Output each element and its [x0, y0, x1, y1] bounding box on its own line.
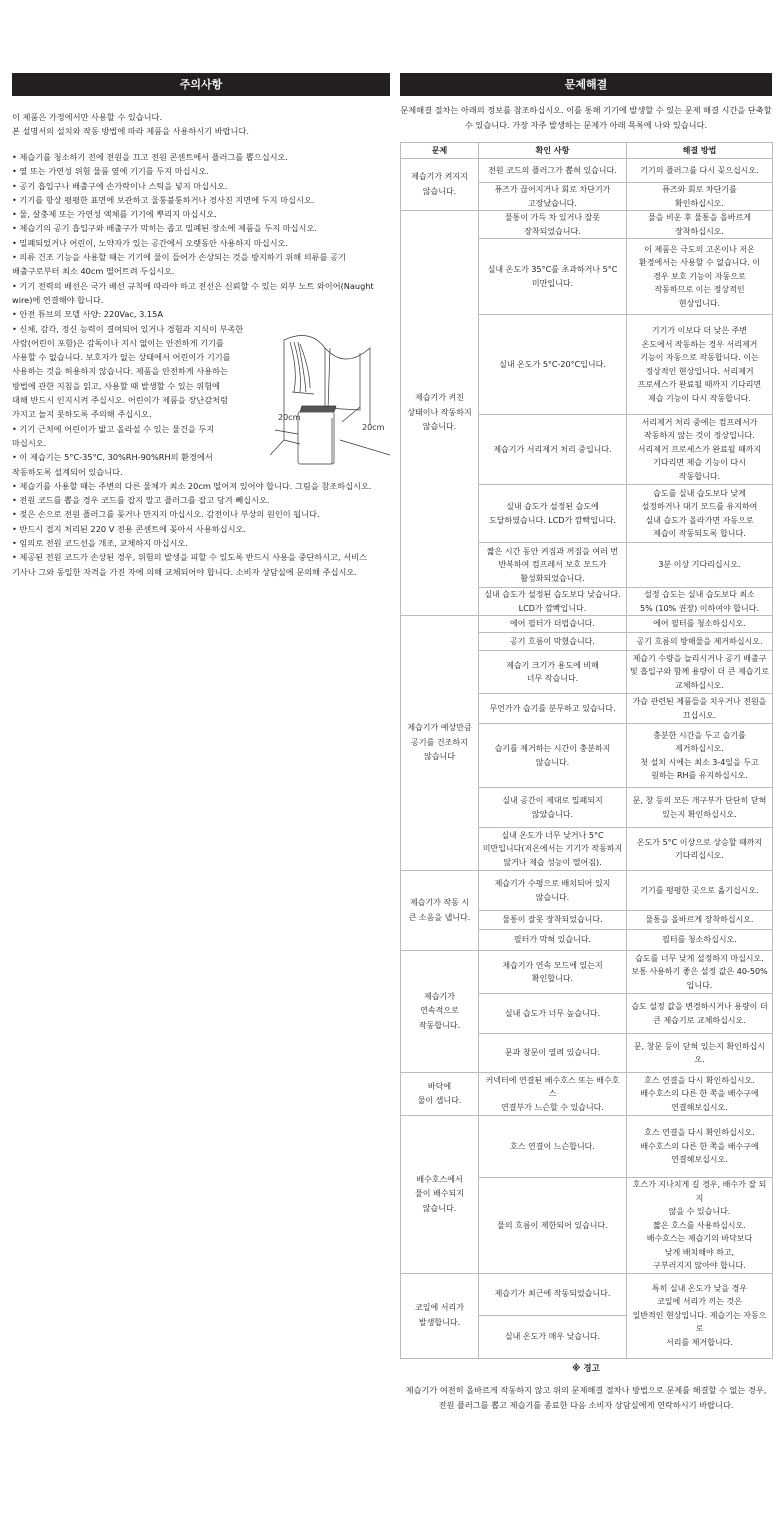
table-row	[401, 871, 773, 911]
table-row	[401, 1116, 773, 1178]
solution-cell: 호스가 지나치게 길 경우, 배수가 잘 되지 않을 수 있습니다. 짧은 호스를 사용하십시오. 배수호스는 제습기의 바닥보다 낮게 배치해야 하고, 구부러지지 않아야 합니다.	[627, 1178, 773, 1274]
table-header-row	[401, 143, 773, 159]
check-cell: 물의 흐름이 제한되어 있습니다.	[479, 1178, 627, 1274]
header-check: 확인 사항	[479, 143, 627, 159]
check-cell: 실내 습도가 설정된 습도에 도달하였습니다. LCD가 깜빡입니다.	[479, 485, 627, 543]
solution-cell: 가습 관련된 제품들을 치우거나 전원을 끄십시오.	[627, 694, 773, 724]
check-cell: 무언가가 습기를 분무하고 있습니다.	[479, 694, 627, 724]
solution-cell: 습도를 너무 낮게 설정하지 마십시오. 보통 사용하기 좋은 설정 값은 40-50% 입니다.	[627, 951, 773, 994]
caution-item: • 신체, 감각, 정신 능력이 결여되어 있거나 경험과 지식이 부족한 사람(어린이 포함)은 감독이나 지시 없이는 안전하게 기기를 사용할 수 없습니다. 보호자가 없는 상태에서 어린이가 기기를 사용하는 것을 허용하지 않습니다. 제품을 안전하게 사용하는 방법에 관한 지침을 읽고, 사용할 때 발생할 수 있는 위험에 대해 반드시 인지시켜 주십시오. 어린이가 제품을 장난감처럼 가지고 놀지 못하도록 주의해 주십시오.	[12, 323, 244, 420]
check-cell: 제습기가 최근에 작동되었습니다.	[479, 1273, 627, 1315]
solution-cell: 공기 흐름의 방해물을 제거하십시오.	[627, 633, 773, 651]
solution-cell: 필터를 청소하십시오.	[627, 930, 773, 951]
solution-cell: 습도 설정 값을 변경하시거나 용량이 더 큰 제습기로 교체하십시오.	[627, 994, 773, 1034]
problem-cell: 코일에 서리가 발생합니다.	[401, 1273, 479, 1358]
solution-cell: 퓨즈와 회로 차단기를 확인하십시오.	[627, 183, 773, 211]
check-cell: 퓨즈가 끊어지거나 회로 차단기가 고장났습니다.	[479, 183, 627, 211]
problem-cell: 제습기가 작동 시 큰 소음을 냅니다.	[401, 871, 479, 951]
caution-item: • 기기 근처에 어린이가 밟고 올라설 수 있는 물건을 두지 마십시오.	[12, 423, 215, 448]
caution-item: • 안전 튜브의 모델 사양: 220Vac, 3.15A	[12, 309, 163, 320]
solution-cell: 3분 이상 기다리십시오.	[627, 543, 773, 588]
table-row	[401, 1073, 773, 1116]
solution-cell: 에어 필터를 청소하십시오.	[627, 616, 773, 633]
troubleshooting-table	[400, 142, 773, 1359]
caution-item: • 밀폐되었거나 어린이, 노약자가 있는 공간에서 오랫동안 사용하지 마십시오.	[12, 237, 289, 248]
check-cell: 실내 온도가 5°C-20°C입니다.	[479, 315, 627, 415]
caution-intro: 이 제품은 가정에서만 사용할 수 있습니다. 본 설명서의 설치와 작동 방법에 따라 제품을 사용하시기 바랍니다.	[12, 112, 249, 137]
warning-body: 제습기가 여전히 올바르게 작동하지 않고 위의 문제해결 절차나 방법으로 문제를 해결할 수 없는 경우, 전원 플러그를 뽑고 제습기를 종료한 다음 소비자 상담실에게 연락하시기 바랍니다.	[405, 1385, 767, 1410]
check-cell: 물통이 잘못 장착되었습니다.	[479, 911, 627, 930]
curtain-icon	[290, 342, 310, 392]
header-solution: 해결 방법	[627, 143, 773, 159]
caution-title: 주의사항	[12, 73, 390, 96]
solution-cell: 서리제거 처리 중에는 컴프레서가 작동하지 않는 것이 정상입니다. 서리제거 프로세스가 완료될 때까지 기다리면 제습 기능이 다시 작동합니다.	[627, 415, 773, 485]
solution-cell: 기기의 플러그를 다시 꽂으십시오.	[627, 159, 773, 183]
solution-cell: 온도가 5°C 이상으로 상승할 때까지 기다리십시오.	[627, 828, 773, 871]
check-cell: 제습기가 연속 모드에 있는지 확인합니다.	[479, 951, 627, 994]
problem-cell: 제습기가 켜진 상태이나 작동하지 않습니다.	[401, 211, 479, 616]
check-cell: 실내 습도가 설정된 습도보다 낮습니다. LCD가 깜빡입니다.	[479, 588, 627, 616]
solution-cell: 충분한 시간을 두고 습기를 제거하십시오. 첫 설치 시에는 최소 3-4일을 두고 원하는 RH를 유지하십시오.	[627, 724, 773, 788]
check-cell: 실내 습도가 너무 높습니다.	[479, 994, 627, 1034]
check-cell: 짧은 시간 동안 켜짐과 꺼짐을 여러 번 반복하여 컴프레서 보호 모드가 활성화되었습니다.	[479, 543, 627, 588]
caution-item: • 젖은 손으로 전원 플러그를 꽂거나 만지지 마십시오. 감전이나 부상의 원인이 됩니다.	[12, 509, 320, 520]
check-cell: 필터가 막혀 있습니다.	[479, 930, 627, 951]
caution-item: • 반드시 접지 처리된 220 V 전용 콘센트에 꽂아서 사용하십시오.	[12, 523, 246, 534]
problem-cell: 제습기가 예상만큼 공기를 건조하지 않습니다	[401, 616, 479, 871]
warning-title: ※ 경고	[572, 1364, 600, 1374]
caution-item: • 의류 건조 기능을 사용할 때는 기기에 물이 들어가 손상되는 것을 방지하기 위해 의류를 공기 배출구로부터 최소 40cm 떨어트려 두십시오.	[12, 252, 346, 277]
clearance-illustration	[270, 330, 390, 470]
check-cell: 실내 온도가 매우 낮습니다.	[479, 1315, 627, 1358]
caution-item: • 열 또는 가연성 위험 물품 옆에 기기를 두지 마십시오.	[12, 166, 209, 177]
solution-cell: 물통을 올바르게 장착하십시오.	[627, 911, 773, 930]
caution-item: • 전원 코드를 뽑을 경우 코드를 잡지 말고 플러그를 잡고 당겨 빼십시오.	[12, 495, 270, 506]
check-cell: 습기를 제거하는 시간이 충분하지 않습니다.	[479, 724, 627, 788]
wall-corner-line	[270, 340, 284, 455]
caution-item: • 제습기의 공기 흡입구와 배출구가 막히는 좁고 밀폐된 장소에 제품을 두지 마십시오.	[12, 223, 317, 234]
check-cell: 실내 공간이 제대로 밀폐되지 않았습니다.	[479, 788, 627, 828]
left-clearance-label: 20cm	[278, 413, 301, 422]
solution-cell: 물을 비운 후 물통을 올바르게 장착하십시오.	[627, 211, 773, 239]
check-cell: 에어 필터가 더럽습니다.	[479, 616, 627, 633]
solution-cell: 습도를 실내 습도보다 낮게 설정하거나 대기 모드를 유지하여 실내 습도가 올라가면 자동으로 제습이 작동되도록 합니다.	[627, 485, 773, 543]
check-cell: 문과 창문이 열려 있습니다.	[479, 1034, 627, 1073]
check-cell: 물통이 가득 차 있거나 잘못 장착되었습니다.	[479, 211, 627, 239]
header-problem: 문제	[401, 143, 479, 159]
caution-item: • 기기 전력의 배선은 국가 배선 규칙에 따라야 하고 전선은 신뢰할 수 있는 외부 노트 와이어(Naught wire)에 연결해야 합니다.	[12, 280, 374, 305]
caution-item: • 제습기를 청소하기 전에 전원을 끄고 전원 콘센트에서 플러그를 뽑으십시오.	[12, 152, 289, 162]
troubleshooting-title: 문제해결	[400, 73, 772, 96]
solution-cell: 호스 연결을 다시 확인하십시오. 배수호스의 다른 한 쪽을 배수구에 연결해보십시오.	[627, 1116, 773, 1178]
check-cell: 실내 온도가 너무 낮거나 5°C 미만입니다(저온에서는 기기가 작동하지 않거나 제습 성능이 떨어짐).	[479, 828, 627, 871]
check-cell: 전원 코드의 플러그가 뽑혀 있습니다.	[479, 159, 627, 183]
solution-cell: 기기가 이보다 더 낮은 주변 온도에서 작동하는 경우 서리제거 기능이 자동으로 작동합니다. 이는 정상적인 현상입니다. 서리제거 프로세스가 완료될 때까지 기다리면 제습 기능이 다시 작동합니다.	[627, 315, 773, 415]
problem-cell: 제습기가 켜지지 않습니다.	[401, 159, 479, 211]
check-cell: 제습기가 수평으로 배치되어 있지 않습니다.	[479, 871, 627, 911]
problem-cell: 배수호스에서 물이 배수되지 않습니다.	[401, 1116, 479, 1274]
solution-cell: 문, 창문 등이 닫혀 있는지 확인하십시오.	[627, 1034, 773, 1073]
solution-cell: 호스 연결을 다시 확인하십시오. 배수호스의 다른 한 쪽을 배수구에 연결해보십시오.	[627, 1073, 773, 1116]
table-row	[401, 211, 773, 239]
check-cell: 공기 흐름이 막혔습니다.	[479, 633, 627, 651]
right-clearance-label: 20cm	[362, 423, 385, 432]
caution-item: • 임의로 전원 코드선을 개조, 교체하지 마십시오.	[12, 538, 188, 549]
dehumidifier-icon	[298, 412, 334, 464]
solution-cell: 설정 습도는 실내 습도보다 최소 5% (10% 권장) 이하여야 합니다.	[627, 588, 773, 616]
solution-cell: 이 제품은 극도의 고온이나 저온 환경에서는 사용할 수 없습니다. 이 경우 보호 기능이 자동으로 작동하므로 이는 정상적인 현상입니다.	[627, 239, 773, 315]
check-cell: 호스 연결이 느슨합니다.	[479, 1116, 627, 1178]
solution-cell: 제습기 수량을 늘리시거나 공기 배출구 및 흡입구와 함께 용량이 더 큰 제습기로 교체하십시오.	[627, 651, 773, 694]
table-row	[401, 159, 773, 183]
check-cell: 제습기가 서리제거 처리 중입니다.	[479, 415, 627, 485]
troubleshooting-intro: 문제해결 절차는 아래의 정보를 참조하십시오. 이를 통해 기기에 발생할 수 있는 문제 해결 시간을 단축할 수 있습니다. 가장 자주 발생하는 문제가 아래 목록에 나와 있습니다.	[400, 105, 772, 130]
problem-cell: 제습기가 연속적으로 작동합니다.	[401, 951, 479, 1073]
caution-item: • 제공된 전원 코드가 손상된 경우, 위험의 발생을 피할 수 있도록 반드시 사용을 중단하시고, 서비스 기사나 그와 동일한 자격을 가진 자에 의해 교체되어야 합니다. 소비자 상담실에 문의해 주십시오.	[12, 552, 367, 577]
solution-cell: 문, 창 등의 모든 개구부가 단단히 닫혀 있는지 확인하십시오.	[627, 788, 773, 828]
caution-item: • 이 제습기는 5°C-35°C, 30%RH-90%RH의 환경에서 작동하도록 설계되어 있습니다.	[12, 452, 213, 477]
caution-item: • 제습기를 사용할 때는 주변의 다른 물체가 최소 20cm 떨어져 있어야 합니다. 그림을 참조하십시오.	[12, 480, 372, 491]
solution-cell: 특히 실내 온도가 낮을 경우 코일에 서리가 끼는 것은 일반적인 현상입니다. 제습기는 자동으로 서리를 제거합니다.	[627, 1273, 773, 1358]
table-row	[401, 951, 773, 994]
caution-item: • 물, 살충제 또는 가연성 액체를 기기에 뿌리지 마십시오.	[12, 209, 217, 220]
table-row	[401, 1273, 773, 1315]
caution-item: • 공기 흡입구나 배출구에 손가락이나 스틱을 넣지 마십시오.	[12, 180, 228, 191]
problem-cell: 바닥에 물이 샙니다.	[401, 1073, 479, 1116]
solution-cell: 기기를 평평한 곳으로 옮기십시오.	[627, 871, 773, 911]
caution-item: • 기기를 항상 평평한 표면에 보관하고 울퉁불퉁하거나 경사진 지면에 두지 마십시오.	[12, 194, 315, 205]
check-cell: 실내 온도가 35°C를 초과하거나 5°C 미만입니다.	[479, 239, 627, 315]
table-row	[401, 616, 773, 633]
check-cell: 제습기 크기가 용도에 비해 너무 작습니다.	[479, 651, 627, 694]
check-cell: 커넥터에 연결된 배수호스 또는 배수호스 연결부가 느슨할 수 있습니다.	[479, 1073, 627, 1116]
